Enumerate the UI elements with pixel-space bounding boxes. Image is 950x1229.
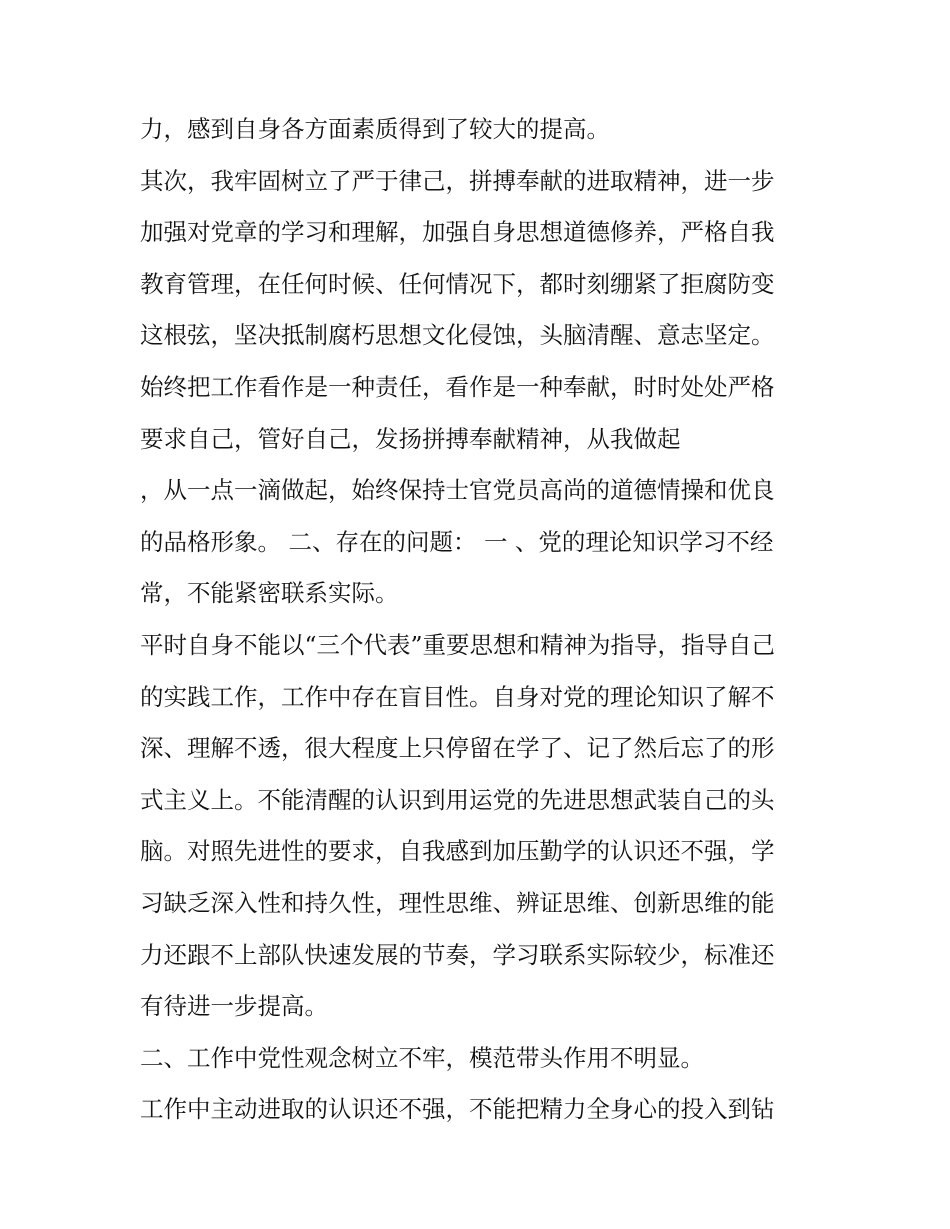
text-line: 深、理解不透，很大程度上只停留在学了、记了然后忘了的形 [140, 734, 775, 763]
text-line: ，从一点一滴做起，始终保持士官党员高尚的道德情操和优良 [140, 476, 775, 505]
text-line: 要求自己，管好自己，发扬拼搏奉献精神，从我做起 [140, 424, 681, 453]
text-line: 的实践工作，工作中存在盲目性。自身对党的理论知识了解不 [140, 682, 775, 711]
text-line: 这根弦，坚决抵制腐朽思想文化侵蚀，头脑清醒、意志坚定。 [140, 321, 775, 350]
text-line: 习缺乏深入性和持久性，理性思维、辨证思维、创新思维的能 [140, 888, 775, 917]
text-line: 二、工作中党性观念树立不牢，模范带头作用不明显。 [140, 1043, 704, 1072]
text-line: 教育管理，在任何时候、任何情况下，都时刻绷紧了拒腐防变 [140, 269, 775, 298]
text-line: 的品格形象。 二、存在的问题： 一 、党的理论知识学习不经 [140, 527, 774, 556]
text-line: 始终把工作看作是一种责任，看作是一种奉献，时时处处严格 [140, 372, 775, 401]
text-line: 有待进一步提高。 [140, 992, 328, 1021]
text-line: 工作中主动进取的认识还不强，不能把精力全身心的投入到钻 [140, 1095, 775, 1124]
text-line: 平时自身不能以“三个代表”重要思想和精神为指导，指导自己 [140, 630, 776, 659]
text-line: 加强对党章的学习和理解，加强自身思想道德修养，严格自我 [140, 218, 775, 247]
text-line: 力，感到自身各方面素质得到了较大的提高。 [140, 115, 610, 143]
text-line: 其次，我牢固树立了严于律己，拼搏奉献的进取精神，进一步 [140, 166, 775, 195]
text-line: 脑。对照先进性的要求，自我感到加压勤学的认识还不强，学 [140, 837, 775, 866]
document-body [140, 104, 820, 1136]
text-line: 式主义上。不能清醒的认识到用运党的先进思想武装自己的头 [140, 785, 775, 814]
text-line: 力还跟不上部队快速发展的节奏，学习联系实际较少，标准还 [140, 940, 775, 969]
text-line: 常，不能紧密联系实际。 [140, 579, 399, 608]
